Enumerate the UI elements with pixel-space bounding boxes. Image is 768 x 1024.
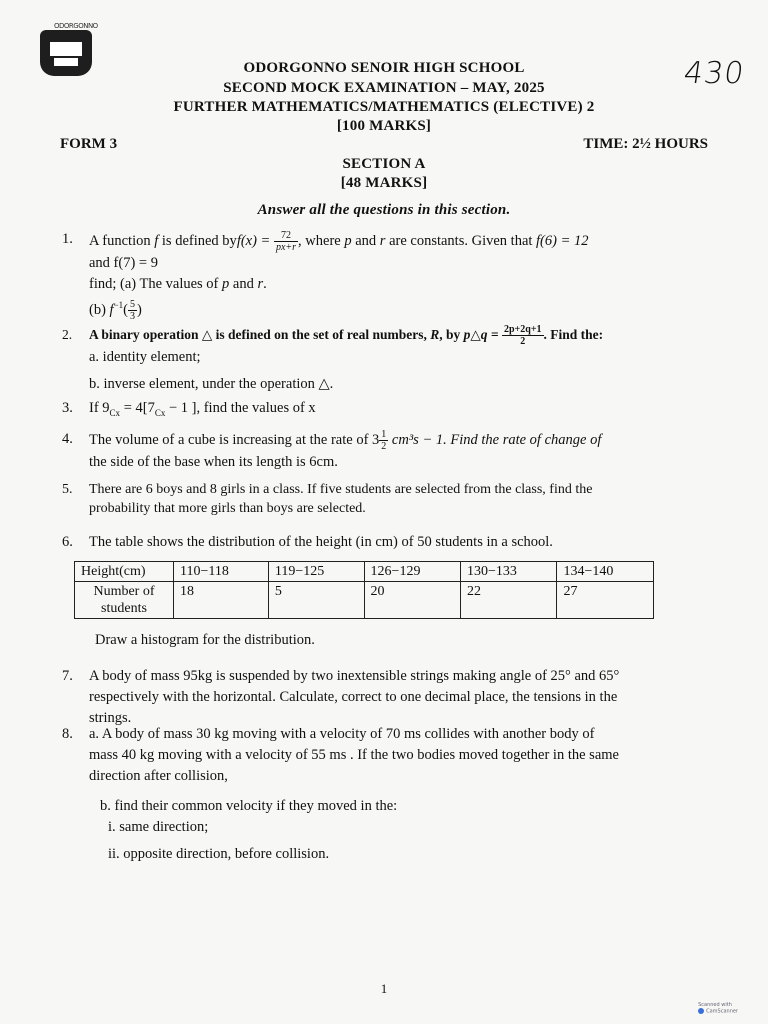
scanner-watermark: Scanned with CamScanner: [698, 1002, 738, 1015]
q2-part-b: b. inverse element, under the operation △.: [89, 376, 334, 393]
question-number: 6.: [62, 534, 73, 550]
logo-text: ODORGONNO: [54, 22, 98, 30]
handwritten-number: 430: [681, 56, 747, 91]
table-cell: 27: [557, 582, 654, 619]
height-distribution-table: [74, 561, 654, 619]
question-number: 3.: [62, 400, 73, 416]
q8-part-b: b. find their common velocity if they moved in the: i. same direction; ii. opposite direction, before collision.: [100, 798, 398, 862]
exam-title: SECOND MOCK EXAMINATION – MAY, 2025: [223, 80, 545, 96]
question-4: 4. The volume of a cube is increasing at the rate of 3 $\frac{1}{2}$ cm³s − 1. Find the rate of change of the side of the base when its length is 6cm.: [62, 429, 602, 470]
table-header-cell: Number of students: [75, 582, 174, 619]
page-number: 1: [380, 981, 388, 996]
table-cell: 126−129: [364, 562, 460, 582]
question-number: 7.: [62, 668, 73, 684]
table-cell: 134−140: [557, 562, 654, 582]
q6-instruction: Draw a histogram for the distribution.: [95, 632, 315, 648]
form-label: FORM 3: [60, 136, 118, 152]
table-row: [75, 562, 654, 582]
table-header-cell: Height(cm): [75, 562, 174, 582]
table-cell: 5: [268, 582, 364, 619]
table-cell: 130−133: [461, 562, 557, 582]
question-3: 3. If $9_{Cx} = 4[7_{Cx} - 1$ ], find the values of x: [62, 400, 316, 418]
table-cell: 18: [174, 582, 269, 619]
total-marks: [100 MARKS]: [336, 118, 432, 134]
q1-part-b: (b) $f^{-1}$( $\frac{5}{3}$ ): [89, 299, 142, 323]
table-cell: 119−125: [268, 562, 364, 582]
question-5: 5. There are 6 boys and 8 girls in a class. If five students are selected from the class, find the probability that more girls than boys are selected.: [62, 482, 593, 516]
q1-line-2: and f(7) = 9: [89, 255, 158, 272]
question-2: 2. A binary operation △ is defined on the set of real numbers, R, by p△q = $\frac{2p+2q+1}{2}$ . Find the: a. identity element; b. inverse element, under the operation △.: [62, 324, 732, 395]
question-6: 6. The table shows the distribution of the height (in cm) of 50 students in a school.: [62, 532, 732, 553]
section-title: SECTION A: [342, 156, 426, 172]
table-cell: 110−118: [174, 562, 269, 582]
question-number: 5.: [62, 482, 73, 497]
instruction: Answer all the questions in this section.: [257, 202, 511, 218]
section-marks: [48 MARKS]: [340, 175, 428, 191]
subject-title: FURTHER MATHEMATICS/MATHEMATICS (ELECTIVE) 2: [173, 99, 595, 115]
school-name: ODORGONNO SENOIR HIGH SCHOOL: [243, 60, 525, 76]
question-number: 2.: [62, 327, 73, 342]
table-row: [75, 582, 654, 619]
question-number: 4.: [62, 431, 73, 447]
table-cell: 22: [461, 582, 557, 619]
q1-part-a: find; (a) The values of p and r.: [89, 276, 267, 293]
question-8: 8. a. A body of mass 30 kg moving with a velocity of 70 ms collides with another body of mass 40 kg moving with a velocity of 55 ms . If the two bodies moved together in the same direction after collision,: [62, 726, 619, 784]
question-1: 1. A function f is defined byf(x) = $\frac{72}{px+r}$ , where p and r are constants. Given that f(6) = 12 and f(7) = 9 find; (a) The values of p and r. (b) $f^{-1}$( $\frac{5}{3}$ ): [62, 229, 732, 322]
camscanner-icon: [698, 1008, 704, 1014]
time-label: TIME: 2½ HOURS: [583, 136, 708, 152]
question-7: 7. A body of mass 95kg is suspended by two inextensible strings making angle of 25° and 65° respectively with the horizontal. Calculate, correct to one decimal place, the tensions in the strings.: [62, 668, 620, 726]
fraction: $\frac{72}{px+r}$: [275, 230, 297, 254]
question-number: 1.: [62, 231, 73, 247]
table-cell: 20: [364, 582, 460, 619]
question-number: 8.: [62, 726, 73, 742]
q2-part-a: a. identity element;: [89, 349, 201, 366]
